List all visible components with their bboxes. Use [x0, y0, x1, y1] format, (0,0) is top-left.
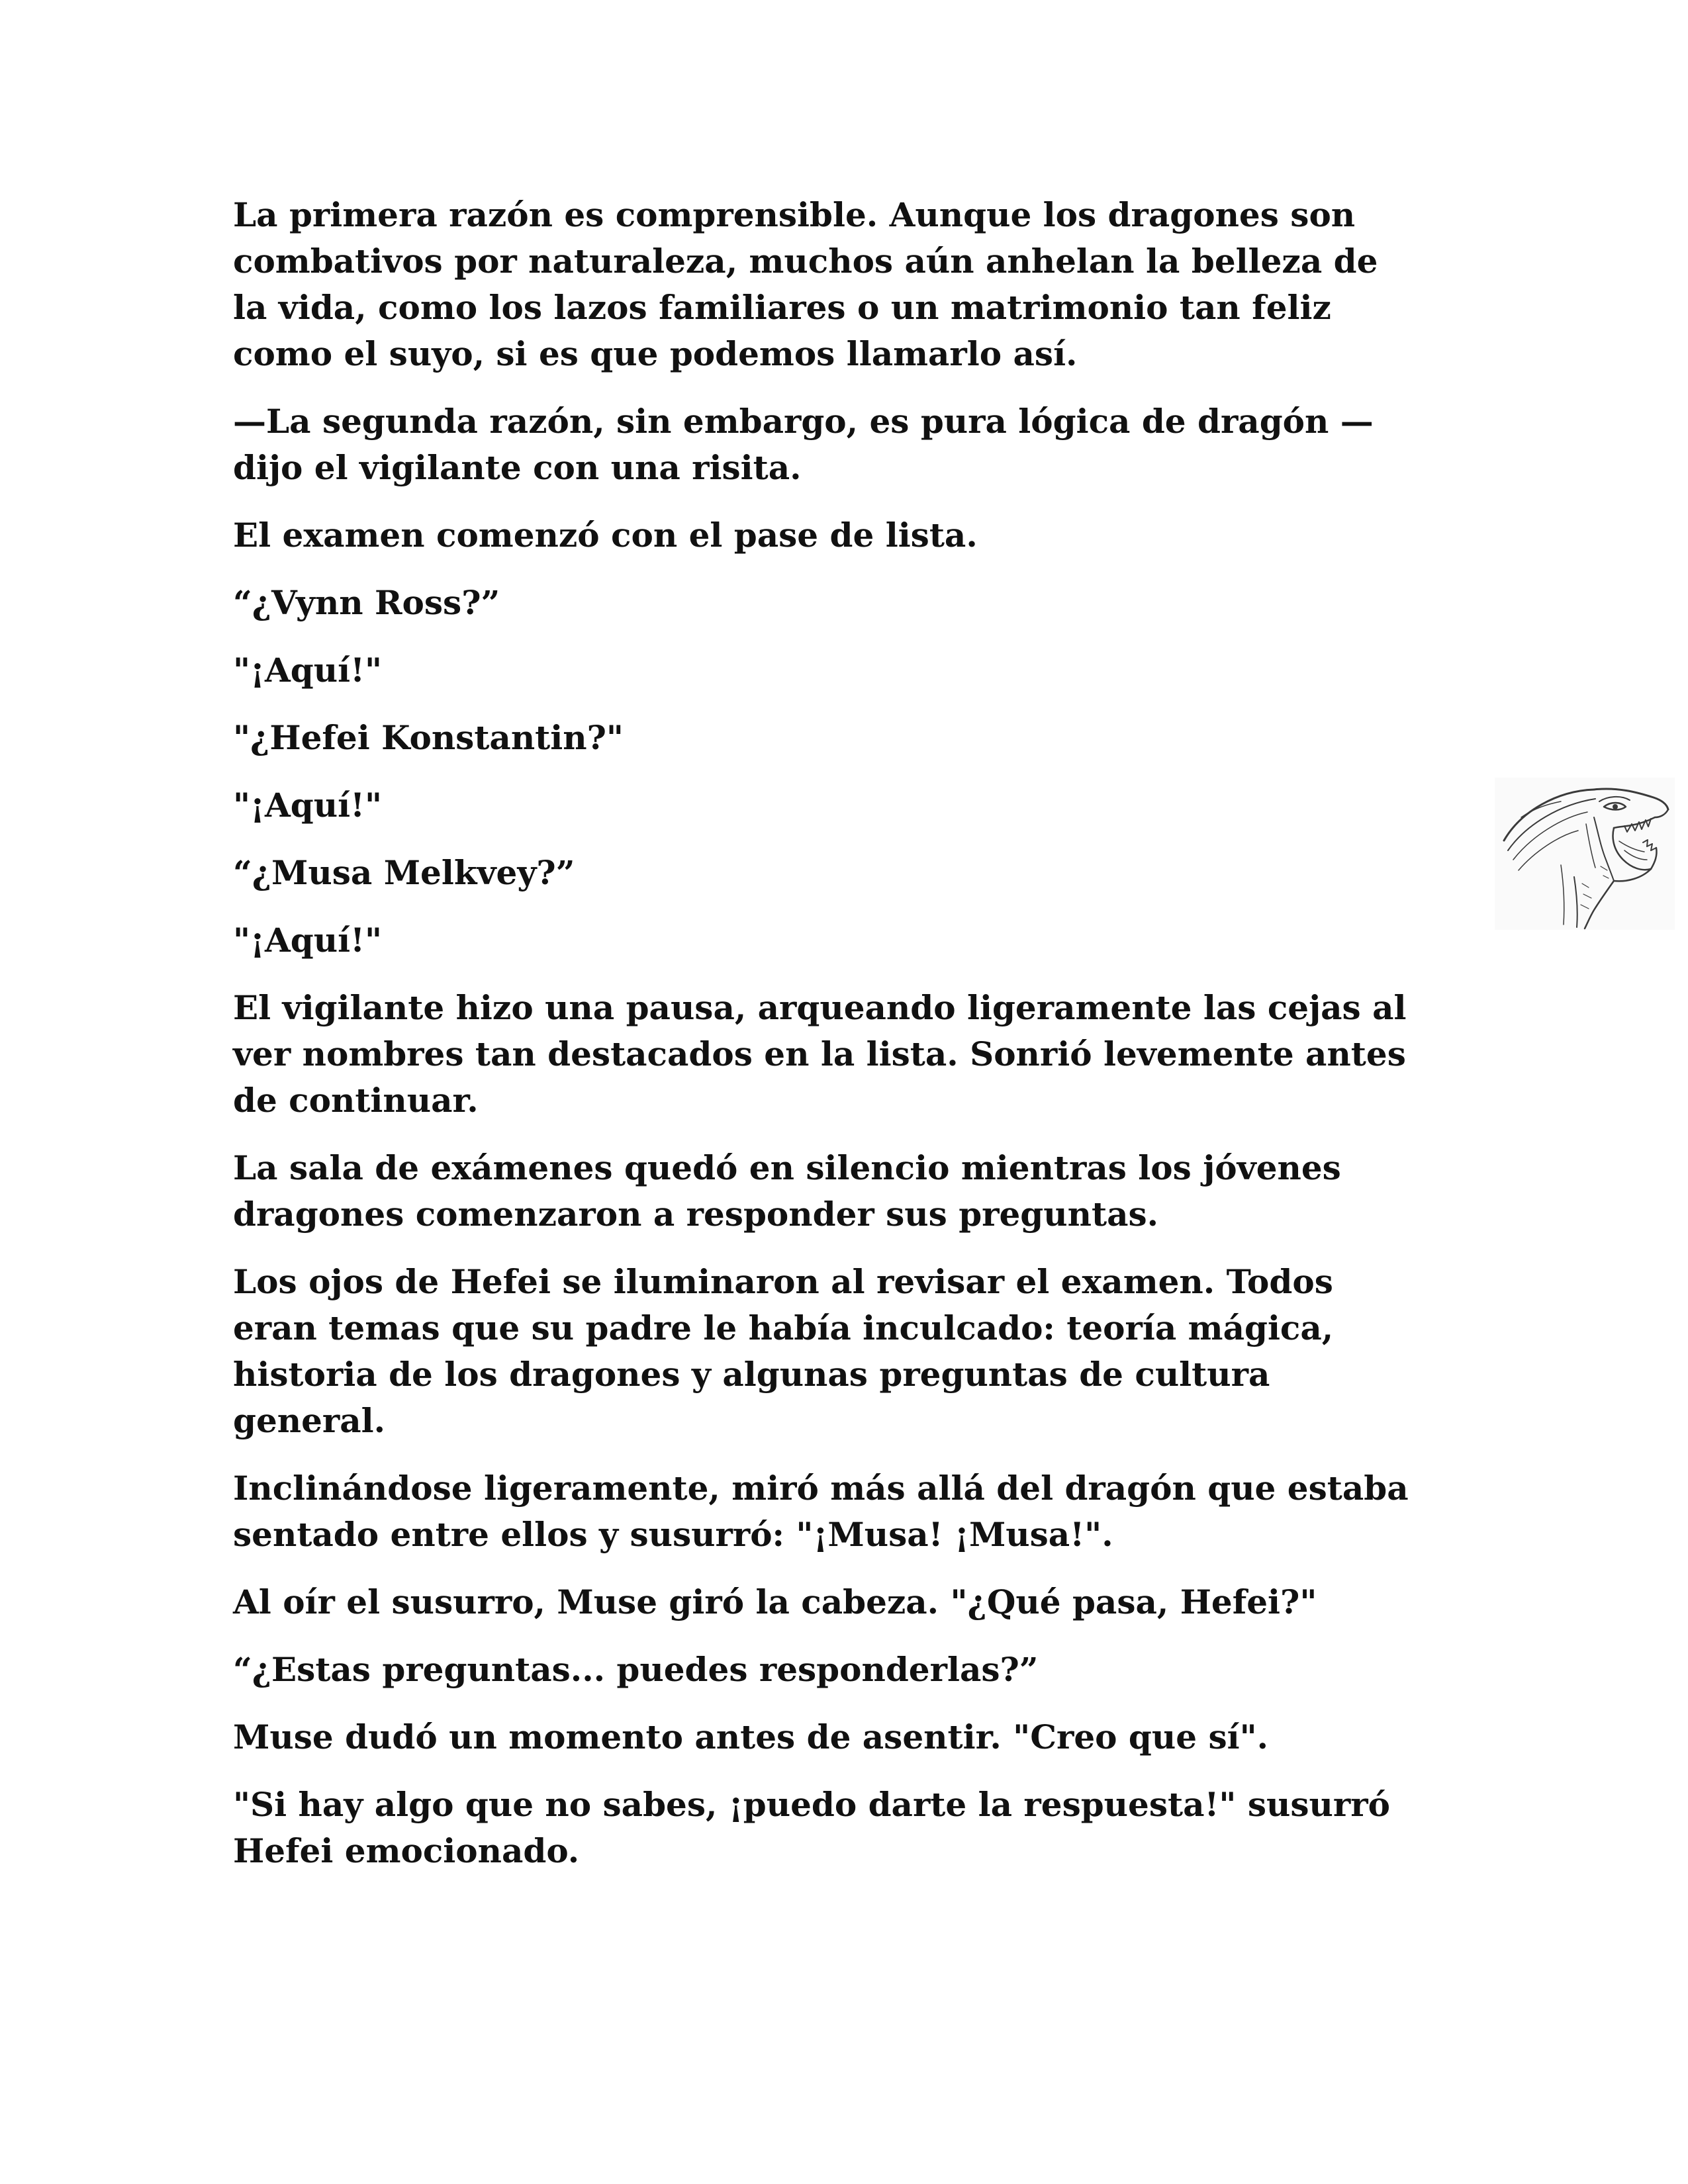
paragraph-line: dragones comenzaron a responder sus preguntas.	[233, 1195, 1159, 1234]
paragraph-line: “¿Vynn Ross?”	[233, 583, 500, 622]
paragraph-line: “¿Musa Melkvey?”	[233, 853, 575, 892]
paragraph-line: sentado entre ellos y susurró: "¡Musa! ¡Musa!".	[233, 1515, 1113, 1554]
paragraph-line: Inclinándose ligeramente, miró más allá del dragón que estaba	[233, 1469, 1409, 1508]
paragraph-line: general.	[233, 1401, 386, 1440]
text-column	[233, 192, 1477, 1895]
paragraph-3	[233, 512, 1477, 559]
paragraph-line: "¡Aquí!"	[233, 921, 383, 960]
paragraph-13	[233, 1465, 1477, 1558]
paragraph-15	[233, 1647, 1477, 1693]
dragon-head-sketch-icon	[1495, 778, 1675, 930]
paragraph-16	[233, 1714, 1477, 1760]
paragraph-line: "¿Hefei Konstantin?"	[233, 718, 624, 757]
paragraph-14	[233, 1579, 1477, 1625]
paragraph-line: La primera razón es comprensible. Aunque los dragones son	[233, 195, 1356, 234]
paragraph-line: "Si hay algo que no sabes, ¡puedo darte la respuesta!" susurró	[233, 1785, 1390, 1824]
paragraph-9	[233, 917, 1477, 964]
paragraph-line: Los ojos de Hefei se iluminaron al revisar el examen. Todos	[233, 1262, 1333, 1301]
paragraph-11	[233, 1145, 1477, 1238]
paragraph-line: la vida, como los lazos familiares o un matrimonio tan feliz	[233, 288, 1331, 327]
paragraph-4	[233, 580, 1477, 626]
paragraph-2	[233, 398, 1477, 491]
paragraph-7	[233, 782, 1477, 829]
paragraph-8	[233, 850, 1477, 896]
paragraph-line: combativos por naturaleza, muchos aún anhelan la belleza de	[233, 242, 1378, 281]
paragraph-line: La sala de exámenes quedó en silencio mientras los jóvenes	[233, 1148, 1341, 1187]
paragraph-5	[233, 647, 1477, 694]
paragraph-line: dijo el vigilante con una risita.	[233, 448, 802, 487]
paragraph-line: “¿Estas preguntas... puedes responderlas?”	[233, 1650, 1039, 1689]
paragraph-line: como el suyo, si es que podemos llamarlo así.	[233, 334, 1078, 373]
paragraph-line: "¡Aquí!"	[233, 651, 383, 690]
paragraph-line: El examen comenzó con el pase de lista.	[233, 516, 978, 555]
paragraph-12	[233, 1259, 1477, 1444]
paragraph-line: historia de los dragones y algunas preguntas de cultura	[233, 1355, 1270, 1394]
paragraph-line: Al oír el susurro, Muse giró la cabeza. "¿Qué pasa, Hefei?"	[233, 1582, 1317, 1621]
paragraph-line: Hefei emocionado.	[233, 1831, 580, 1870]
paragraph-1	[233, 192, 1477, 377]
dragon-head-illustration	[1495, 778, 1675, 930]
paragraph-6	[233, 715, 1477, 761]
paragraph-line: ver nombres tan destacados en la lista. Sonrió levemente antes	[233, 1034, 1406, 1073]
paragraph-line: El vigilante hizo una pausa, arqueando ligeramente las cejas al	[233, 988, 1407, 1027]
paragraph-line: "¡Aquí!"	[233, 786, 383, 825]
paragraph-line: Muse dudó un momento antes de asentir. "Creo que sí".	[233, 1717, 1269, 1756]
paragraph-10	[233, 985, 1477, 1124]
paragraph-17	[233, 1782, 1477, 1874]
paragraph-line: —La segunda razón, sin embargo, es pura lógica de dragón —	[233, 402, 1374, 441]
paragraph-line: de continuar.	[233, 1081, 479, 1120]
paragraph-line: eran temas que su padre le había inculcado: teoría mágica,	[233, 1308, 1334, 1347]
